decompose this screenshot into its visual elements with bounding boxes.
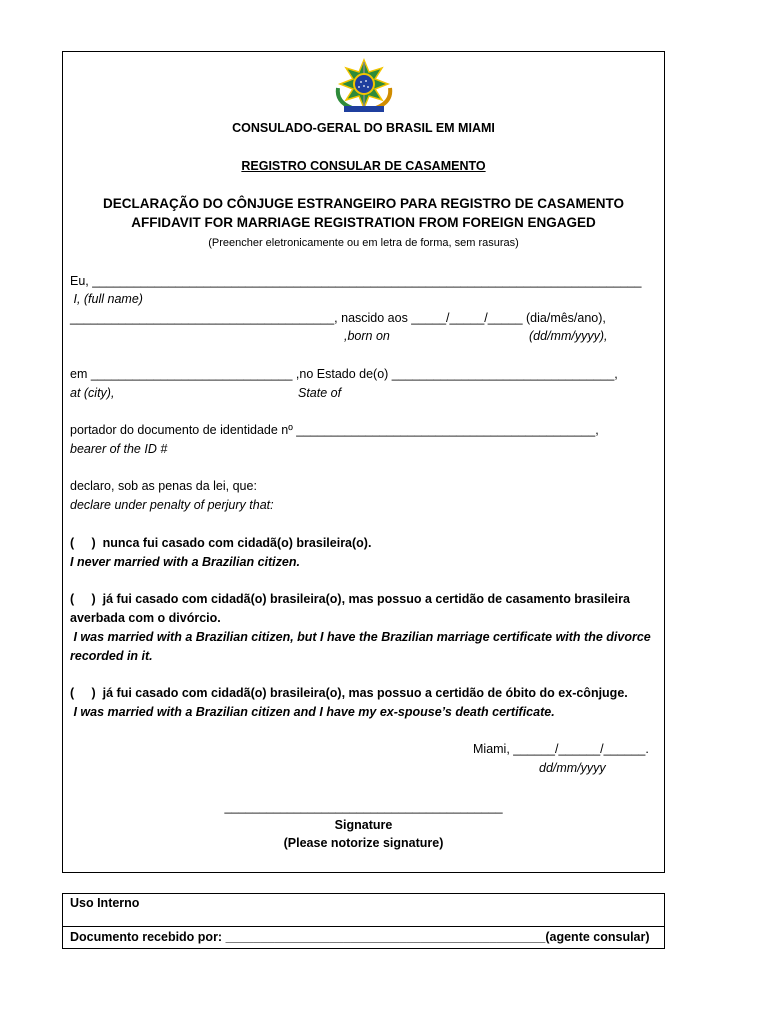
internal-use-title: Uso Interno xyxy=(70,896,140,910)
option-divorced-cont: averbada com o divórcio. xyxy=(70,611,221,625)
city-label-en: at (city), xyxy=(70,386,115,400)
internal-use-box xyxy=(62,893,665,949)
birth-label-en: ,born on xyxy=(344,329,390,343)
received-by-field[interactable]: Documento recebido por: ______________________________________________(agente consular) xyxy=(70,930,650,944)
declare-en: declare under penalty of perjury that: xyxy=(70,498,274,512)
option-divorced-en: I was married with a Brazilian citizen, but I have the Brazilian marriage certificate with the divorce xyxy=(70,630,651,644)
option-divorced[interactable]: ( ) já fui casado com cidadã(o) brasileira(o), mas possuo a certidão de casamento brasileira xyxy=(70,592,630,606)
option-never-married-en: I never married with a Brazilian citizen. xyxy=(70,555,300,569)
form-frame xyxy=(62,51,665,873)
title-portuguese: DECLARAÇÃO DO CÔNJUGE ESTRANGEIRO PARA REGISTRO DE CASAMENTO xyxy=(102,196,625,211)
name-field[interactable]: Eu, _______________________________________________________________________________ xyxy=(70,274,642,288)
signature-line[interactable]: ________________________________________ xyxy=(224,800,503,814)
state-label-en: State of xyxy=(298,386,342,400)
registry-title: REGISTRO CONSULAR DE CASAMENTO xyxy=(241,159,486,173)
option-widowed[interactable]: ( ) já fui casado com cidadã(o) brasileira(o), mas possuo a certidão de óbito do ex-cônjuge. xyxy=(70,686,628,700)
option-divorced-en-cont: recorded in it. xyxy=(70,649,153,663)
signature-note: (Please notorize signature) xyxy=(283,836,444,850)
declare-pt: declaro, sob as penas da lei, que: xyxy=(70,479,257,493)
consulate-title: CONSULADO-GERAL DO BRASIL EM MIAMI xyxy=(232,121,495,135)
date-format: dd/mm/yyyy xyxy=(539,761,606,775)
divider xyxy=(63,926,664,927)
signature-label: Signature xyxy=(334,818,393,832)
id-field[interactable]: portador do documento de identidade nº ___________________________________________, xyxy=(70,423,599,437)
option-widowed-en: I was married with a Brazilian citizen and I have my ex-spouse’s death certificate. xyxy=(70,705,555,719)
id-label-en: bearer of the ID # xyxy=(70,442,168,456)
name-label-en: I, (full name) xyxy=(70,292,143,306)
city-state-field[interactable]: em _____________________________ ,no Estado de(o) ________________________________, xyxy=(70,367,618,381)
instructions: (Preencher eletronicamente ou em letra de forma, sem rasuras) xyxy=(208,237,519,249)
birth-field[interactable]: ______________________________________, nascido aos _____/_____/_____ (dia/mês/ano), xyxy=(70,311,606,325)
birth-format-en: (dd/mm/yyyy), xyxy=(529,329,608,343)
option-never-married[interactable]: ( ) nunca fui casado com cidadã(o) brasileira(o). xyxy=(70,536,372,550)
date-field[interactable]: Miami, ______/______/______. xyxy=(473,742,649,756)
title-english: AFFIDAVIT FOR MARRIAGE REGISTRATION FROM FOREIGN ENGAGED xyxy=(131,215,596,230)
